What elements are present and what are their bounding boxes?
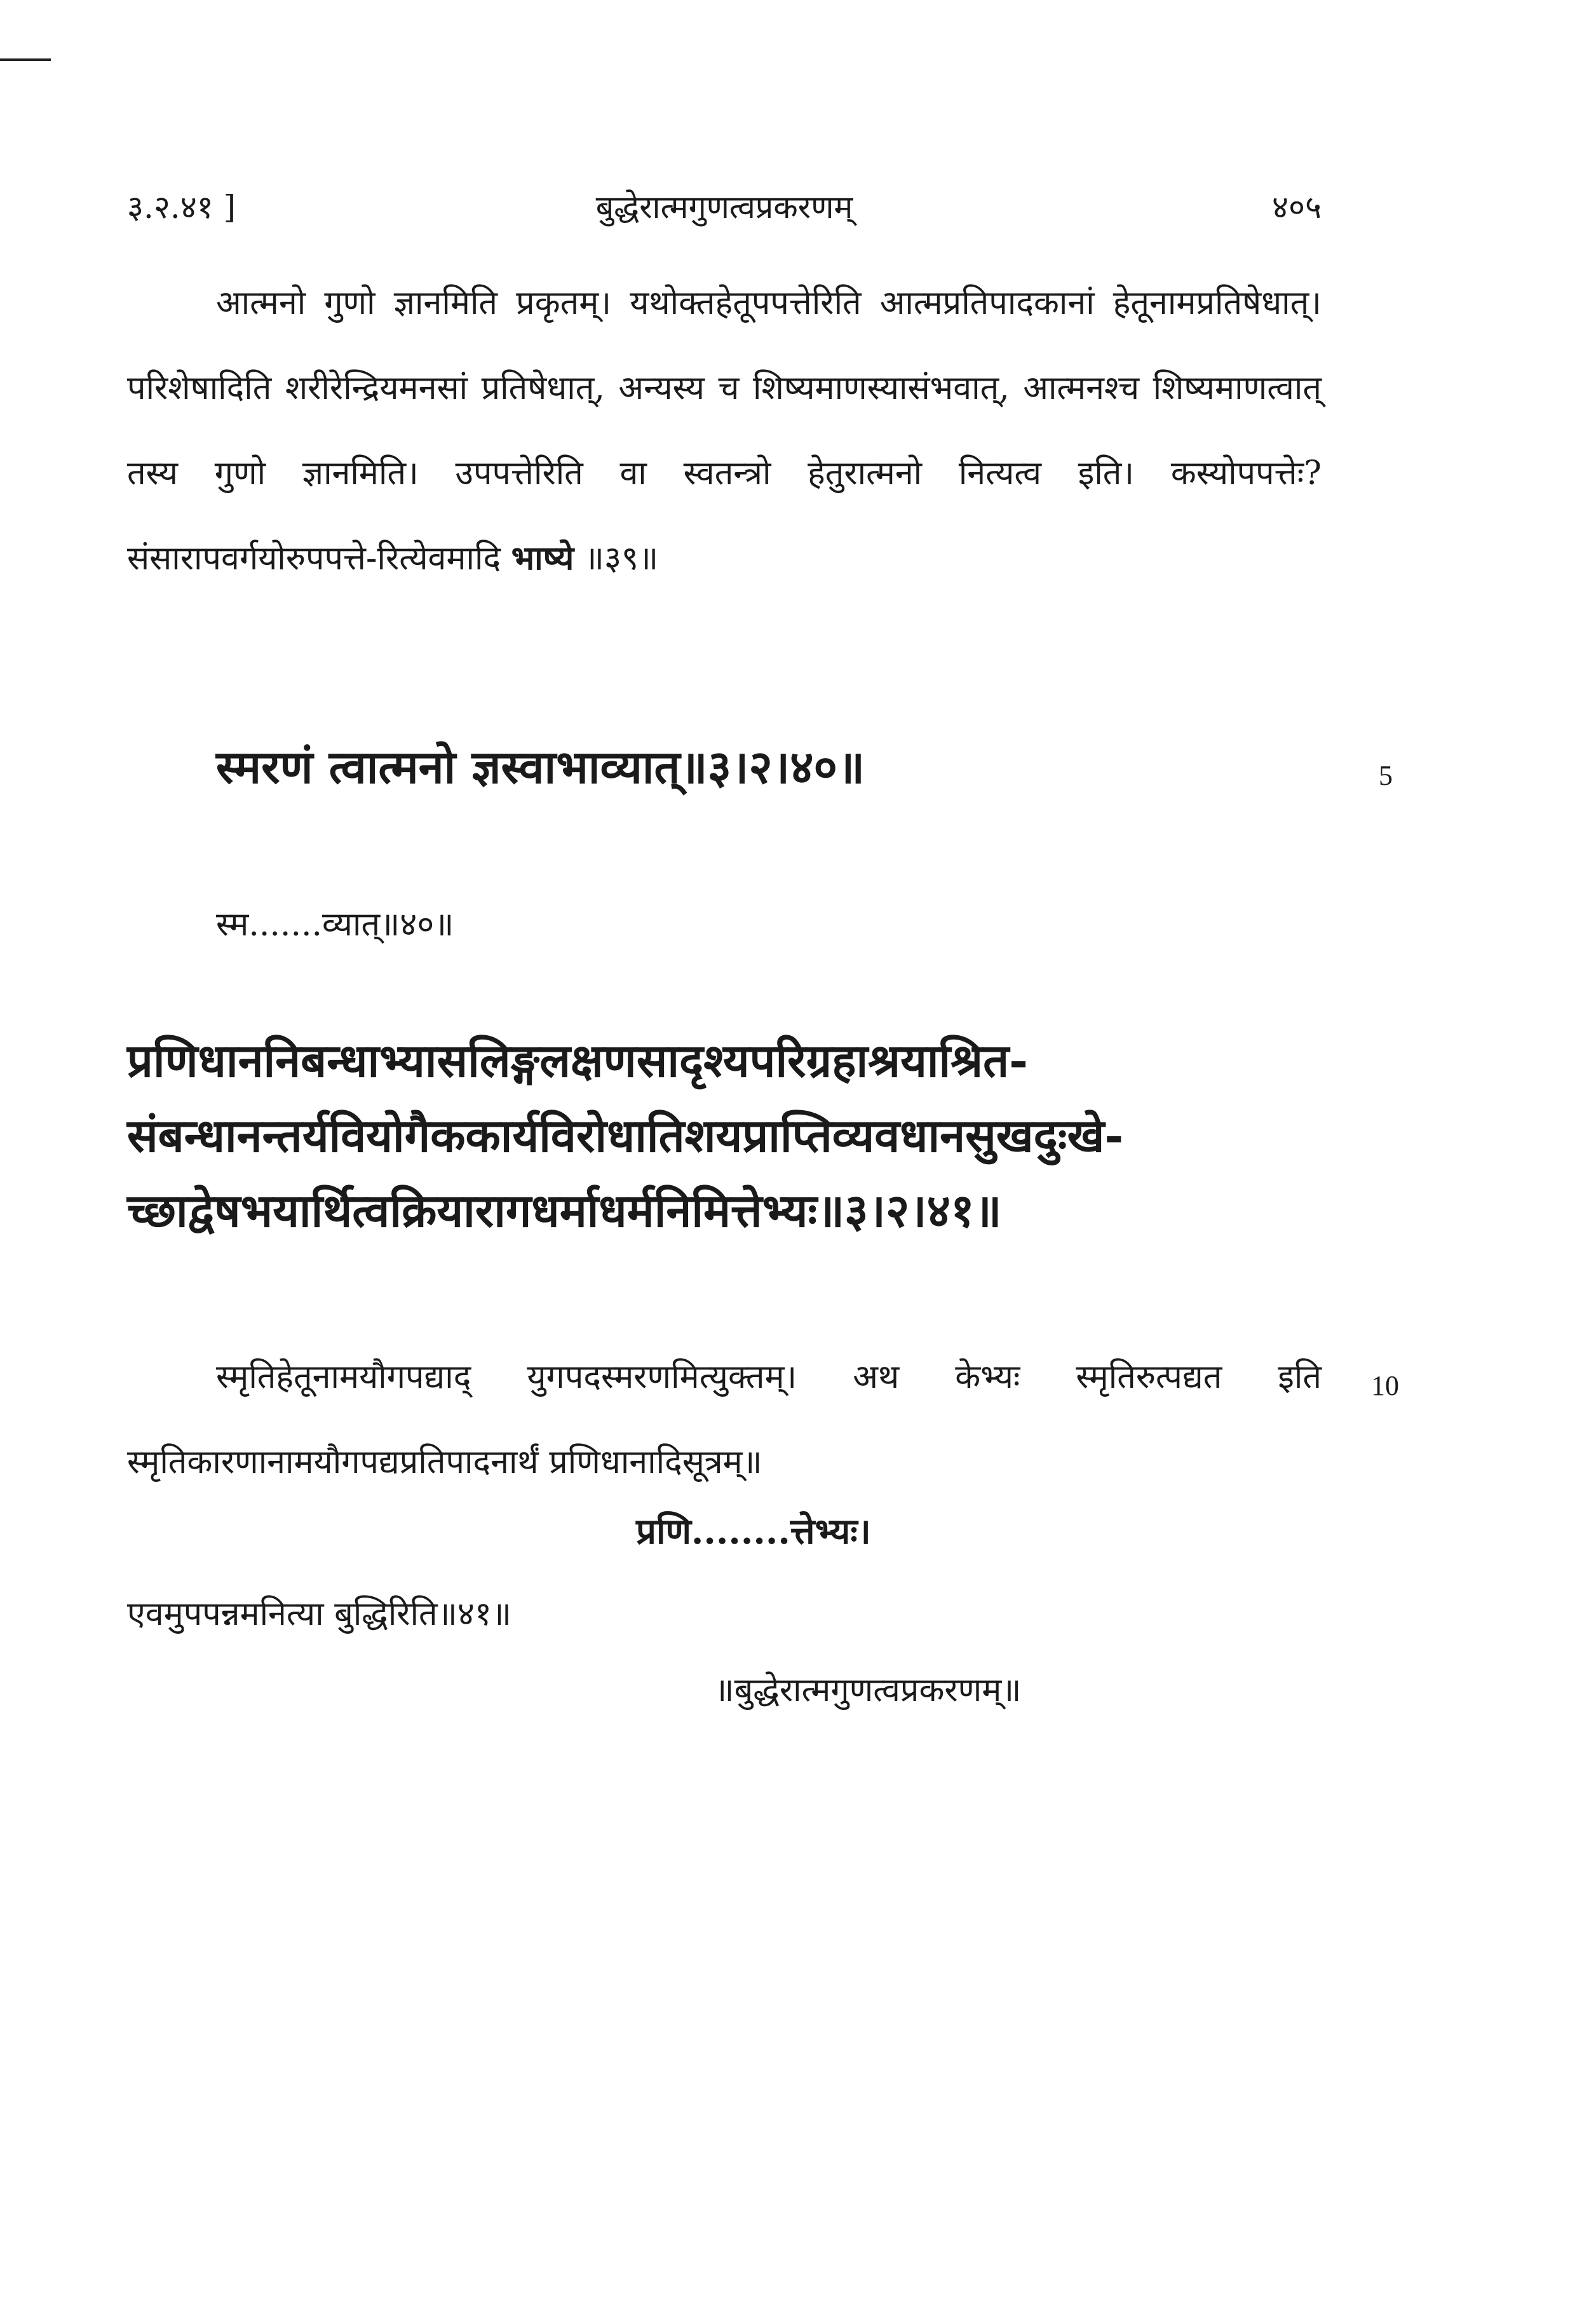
section-closing-title: ॥बुद्धेरात्मगुणत्वप्रकरणम्॥ (714, 1671, 1022, 1709)
sutra-40-abbreviation: स्म.......व्यात्॥४०॥ (216, 906, 454, 944)
commentary-paragraph-1 (127, 261, 1322, 601)
bhashya-reference: भाष्ये (511, 539, 574, 578)
line-number-5: 5 (1379, 760, 1393, 791)
sutra-41-pratika: प्रणि........त्तेभ्यः। (636, 1511, 871, 1552)
page-number: ४०५ (1272, 189, 1322, 226)
sutra-41-conclusion: एवमुपपन्नमनित्या बुद्धिरिति॥४१॥ (127, 1595, 512, 1633)
commentary-text-1: आत्मनो गुणो ज्ञानमिति प्रकृतम्। यथोक्तहेतूपपत्तेरिति आत्मप्रतिपादकानां हेतूनामप्रतिषेधात्। परिशेषादिति शरीरेन्द्रियमनसां प्रतिषेधात्, अन्यस्य च शिष्यमाणस्यासंभवात्, आत्मनश्च शिष्यमाणत्वात् तस्य गुणो ज्ञानमिति। उपपत्तेरिति वा स्वतन्त्रो हेतुरात्मनो नित्यत्व इति। कस्योपपत्तेः? संसारापवर्गयोरुपपत्ते-रित्येवमादि (127, 284, 1322, 578)
running-header (127, 184, 1322, 235)
sutra-40: स्मरणं त्वात्मनो ज्ञस्वाभाव्यात्॥३।२।४०॥ (216, 740, 865, 794)
page-edge-mark (0, 58, 51, 61)
commentary-paragraph-2 (127, 1334, 1322, 1505)
commentary-text-2: स्मृतिहेतूनामयौगपद्याद् युगपदस्मरणमित्युक्तम्। अथ केभ्यः स्मृतिरुत्पद्यत इति स्मृतिकारणानामयौगपद्यप्रतिपादनार्थं प्रणिधानादिसूत्रम्॥ (127, 1358, 1322, 1481)
sutra-41: प्रणिधाननिबन्धाभ्यासलिङ्गलक्षणसादृश्यपरिग्रहाश्रयाश्रित-संबन्धानन्तर्यवियोगैककार्यविरोधातिशयप्राप्तिव्यवधानसुखदुःखे-च्छाद्वेषभयार्थित्वक्रियारागधर्माधर्मनिमित्तेभ्यः॥३।२।४१॥ (127, 1033, 1124, 1237)
running-title: बुद्धेरात्मगुणत्वप्रकरणम् (595, 189, 853, 226)
line-number-10: 10 (1371, 1370, 1399, 1401)
section-reference: ३.२.४१ ] (127, 189, 236, 226)
verse-number-39: ॥३९॥ (584, 540, 659, 578)
